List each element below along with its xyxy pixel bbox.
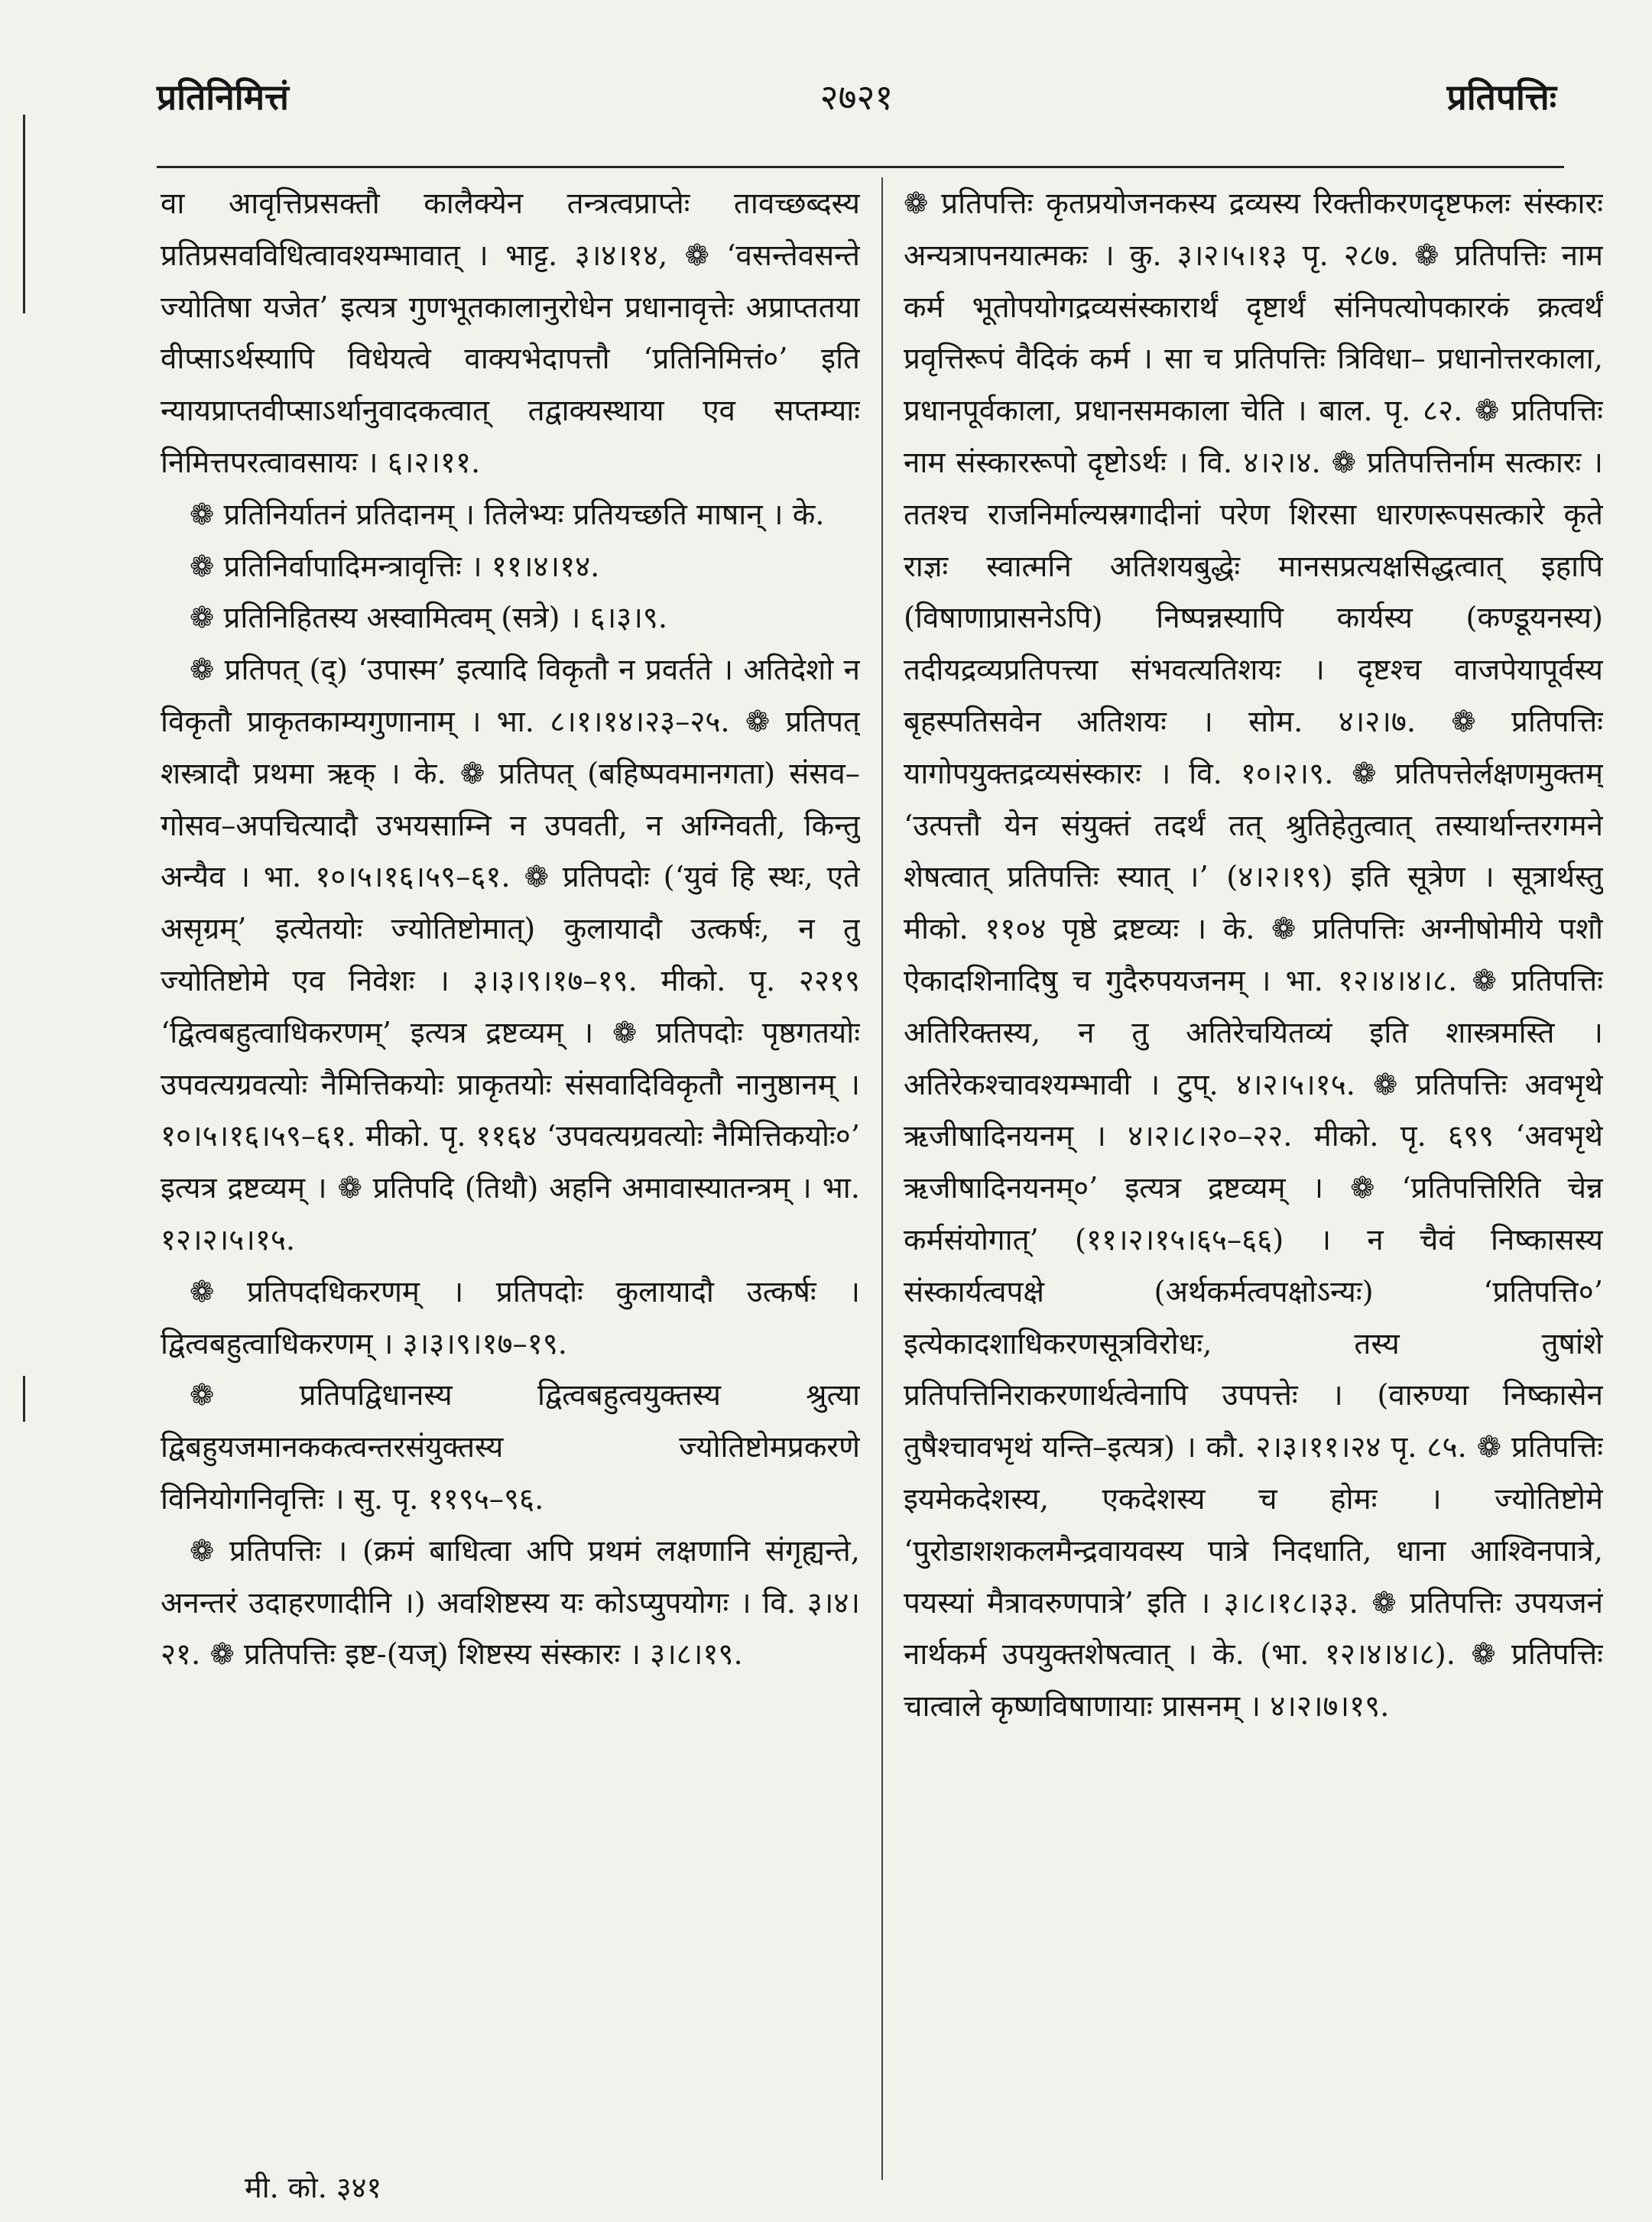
scan-margin-mark — [23, 115, 25, 313]
footer-signature: मी. को. ३४१ — [245, 2171, 382, 2204]
column-divider — [881, 177, 883, 2180]
entry-paragraph: ❁ प्रतिनिहितस्य अस्वामित्वम् (सत्रे) । ६।३।९. — [190, 601, 668, 636]
entry-paragraph: ❁ प्रतिनिर्यातनं प्रतिदानम् । तिलेभ्यः प्रतियच्छति माषान् । के. — [190, 497, 825, 532]
running-header — [157, 73, 1556, 141]
entry-paragraph: वा आवृत्तिप्रसक्तौ कालैक्येन तन्त्रत्वप्राप्तेः तावच्छब्दस्य प्रतिप्रसवविधित्वावश्यम्भावात् । भाट्ट. ३।४।१४, ❁ ‘वसन्तेवसन्ते ज्योतिषा यजेत’ इत्यत्र गुणभूतकालानुरोधेन प्रधानावृत्तेः अप्राप्ततया वीप्साऽर्थस्यापि विधेयत्वे वाक्यभेदापत्तौ ‘प्रतिनिमित्तं०’ इति न्यायप्राप्तवीप्साऽर्थानुवादकत्वात् तद्वाक्यस्थाया एव सप्तम्याः निमित्तपरत्वावसायः । ६।२।११. — [161, 187, 860, 480]
entry-paragraph: ❁ प्रतिपदधिकरणम् । प्रतिपदोः कुलायादौ उत्कर्षः । द्वित्वबहुत्वाधिकरणम् । ३।३।९।१७–१९. — [161, 1274, 860, 1361]
header-right-word: प्रतिपत्तिः — [1446, 76, 1556, 118]
entry-paragraph: ❁ प्रतिपत्तिः कृतप्रयोजनकस्य द्रव्यस्य रिक्तीकरणदृष्टफलः संस्कारः अन्यत्रापनयात्मकः । कु. ३।२।५।१३ पृ. २८७. ❁ प्रतिपत्तिः नाम कर्म भूतोपयोगद्रव्यसंस्कारार्थं दृष्टार्थं संनिपत्योपकारकं क्रत्वर्थं प्रवृत्तिरूपं वैदिकं कर्म । सा च प्रतिपत्तिः त्रिविधा– प्रधानोत्तरकाला, प्रधानपूर्वकाला, प्रधानसमकाला चेति । बाल. पृ. ८२. ❁ प्रतिपत्तिः नाम संस्काररूपो दृष्टोऽर्थः । वि. ४।२।४. ❁ प्रतिपत्तिर्नाम सत्कारः । ततश्च राजनिर्माल्यस्रगादीनां परेण शिरसा धारणरूपसत्कारे कृते राज्ञः स्वात्मनि अतिशयबुद्धेः मानसप्रत्यक्षसिद्धत्वात् इहापि (विषाणाप्रासनेऽपि) निष्पन्नस्यापि कार्यस्य (कण्डूयनस्य) तदीयद्रव्यप्रतिपत्त्या संभवत्यतिशयः । दृष्टश्च वाजपेयापूर्वस्य बृहस्पतिसवेन अतिशयः । सोम. ४।२।७. ❁ प्रतिपत्तिः यागोपयुक्तद्रव्यसंस्कारः । वि. १०।२।९. ❁ प्रतिपत्तेर्लक्षणमुक्तम् ‘उत्पत्तौ येन संयुक्तं तदर्थं तत् श्रुतिहेतुत्वात् तस्यार्थान्तरगमने शेषत्वात् प्रतिपत्तिः स्यात् ।’ (४।२।१९) इति सूत्रेण । सूत्रार्थस्तु मीको. ११०४ पृष्ठे द्रष्टव्यः । के. ❁ प्रतिपत्तिः अग्नीषोमीये पशौ ऐकादशिनादिषु च गुदैरुपयजनम् । भा. १२।४।४।८. ❁ प्रतिपत्तिः अतिरिक्तस्य, न तु अतिरेचयितव्यं इति शास्त्रमस्ति । अतिरेकश्चावश्यम्भावी । टुप्. ४।२।५।१५. ❁ प्रतिपत्तिः अवभृथे ऋजीषादिनयनम् । ४।२।८।२०–२२. मीको. पृ. ६९९ ‘अवभृथे ऋजीषादिनयनम्०’ इत्यत्र द्रष्टव्यम् । ❁ ‘प्रतिपत्तिरिति चेन्न कर्मसंयोगात्’ (११।२।१५।६५–६६) । न चैवं निष्कासस्य संस्कार्यत्वपक्षे (अर्थकर्मत्वपक्षोऽन्यः) ‘प्रतिपत्ति०’ इत्येकादशाधिकरणसूत्रविरोधः, तस्य तुषांशे प्रतिपत्तिनिराकरणार्थत्वेनापि उपपत्तेः । (वारुण्या निष्कासेन तुषैश्चावभृथं यन्ति–इत्यत्र) । कौ. २।३।११।२४ पृ. ८५. ❁ प्रतिपत्तिः इयमेकदेशस्य, एकदेशस्य च होमः । ज्योतिष्टोमे ‘पुरोडाशशकलमैन्द्रवायवस्य पात्रे निदधाति, धाना आश्विनपात्रे, पयस्यां मैत्रावरुणपात्रे’ इति । ३।८।१८।३३. ❁ प्रतिपत्तिः उपयजनं नार्थकर्म उपयुक्तशेषत्वात् । के. (भा. १२।४।४।८). ❁ प्रतिपत्तिः चात्वाले कृष्णविषाणायाः प्रासनम् । ४।२।७।१९. — [904, 187, 1603, 1724]
entry-paragraph: ❁ प्रतिपत्तिः । (क्रमं बाधित्वा अपि प्रथमं लक्षणानि संगृह्यन्ते, अनन्तरं उदाहरणादीनि ।) अवशिष्टस्य यः कोऽप्युपयोगः । वि. ३।४।२१. ❁ प्रतिपत्तिः इष्ट-(यज्) शिष्टस्य संस्कारः । ३।८।१९. — [161, 1533, 860, 1672]
left-column — [161, 178, 860, 2173]
header-rule — [157, 166, 1564, 168]
scan-margin-mark — [23, 1376, 25, 1422]
entry-paragraph: ❁ प्रतिनिर्वापादिमन्त्रावृत्तिः । ११।४।१४. — [190, 549, 600, 584]
entry-paragraph: ❁ प्रतिपत् (द्) ‘उपास्म’ इत्यादि विकृतौ न प्रवर्तते । अतिदेशो न विकृतौ प्राकृतकाम्यगुणानाम् । भा. ८।१।१४।२३–२५. ❁ प्रतिपत् शस्त्रादौ प्रथमा ऋक् । के. ❁ प्रतिपत् (बहिष्पवमानगता) संसव–गोसव–अपचित्यादौ उभयसाम्नि न उपवती, न अग्निवती, किन्तु अन्यैव । भा. १०।५।१६।५९–६१. ❁ प्रतिपदोः (‘युवं हि स्थः, एते असृग्रम्’ इत्येतयोः ज्योतिष्टोमात्) कुलायादौ उत्कर्षः, न तु ज्योतिष्टोमे एव निवेशः । ३।३।९।१७–१९. मीको. पृ. २२१९ ‘द्वित्वबहुत्वाधिकरणम्’ इत्यत्र द्रष्टव्यम् । ❁ प्रतिपदोः पृष्ठगतयोः उपवत्यग्रवत्योः नैमित्तिकयोः प्राकृतयोः संसवादिविकृतौ नानुष्ठानम् । १०।५।१६।५९–६१. मीको. पृ. ११६४ ‘उपवत्यग्रवत्योः नैमित्तिकयोः०’ इत्यत्र द्रष्टव्यम् । ❁ प्रतिपदि (तिथौ) अहनि अमावास्यातन्त्रम् । भा. १२।२।५।१५. — [161, 653, 860, 1257]
page-number: २७२१ — [820, 76, 894, 118]
header-left-word: प्रतिनिमित्तं — [157, 76, 289, 118]
right-column — [904, 178, 1603, 2173]
entry-paragraph: ❁ प्रतिपद्विधानस्य द्वित्वबहुत्वयुक्तस्य श्रुत्या द्विबहुयजमानककत्वन्तरसंयुक्तस्य ज्योतिष्टोमप्रकरणे विनियोगनिवृत्तिः । सु. पृ. ११९५–९६. — [161, 1378, 860, 1516]
